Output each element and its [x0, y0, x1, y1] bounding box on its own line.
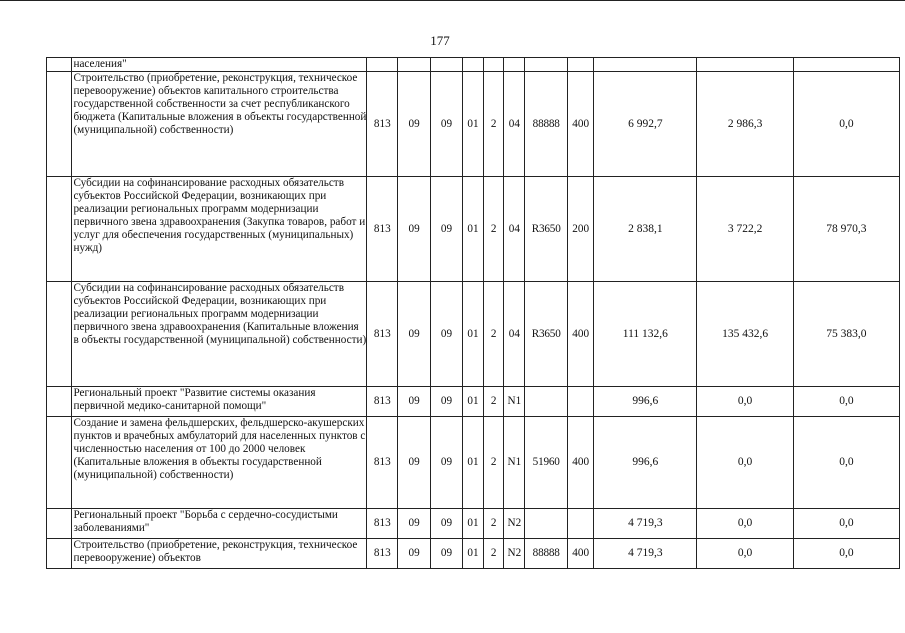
cell-ministry: 813 [367, 417, 398, 509]
empty-cell [47, 509, 72, 539]
cell-section: 09 [398, 177, 431, 282]
cell-direction: R3650 [525, 177, 567, 282]
cell-expense-type: 400 [567, 539, 594, 569]
cell-section: 09 [398, 417, 431, 509]
table-row [47, 417, 900, 509]
cell-expense-type: 400 [567, 282, 594, 387]
cell-subsection: 09 [431, 282, 463, 387]
item-name: населения" [72, 58, 367, 72]
cell-amount-2 [697, 58, 794, 72]
item-name: Строительство (приобретение, реконструкция, техническое перевооружение) объектов [72, 539, 367, 569]
cell-section [398, 58, 431, 72]
table-row [47, 387, 900, 417]
empty-cell [47, 417, 72, 509]
cell-section: 09 [398, 387, 431, 417]
table-row [47, 58, 900, 72]
cell-direction: 51960 [525, 417, 567, 509]
cell-expense-type [567, 58, 594, 72]
cell-subsection: 09 [431, 539, 463, 569]
cell-subsection: 09 [431, 509, 463, 539]
empty-cell [47, 282, 72, 387]
cell-amount-1: 111 132,6 [594, 282, 697, 387]
cell-amount-1: 6 992,7 [594, 72, 697, 177]
empty-cell [47, 177, 72, 282]
empty-cell [47, 72, 72, 177]
cell-activity: 04 [504, 177, 525, 282]
cell-activity [504, 58, 525, 72]
cell-activity: N2 [504, 509, 525, 539]
cell-subprogram: 2 [484, 417, 504, 509]
cell-subprogram: 2 [484, 177, 504, 282]
cell-amount-2: 0,0 [697, 509, 794, 539]
cell-expense-type [567, 509, 594, 539]
cell-amount-1: 996,6 [594, 417, 697, 509]
item-name: Региональный проект "Борьба с сердечно-сосудистыми заболеваниями" [72, 509, 367, 539]
cell-program: 01 [462, 539, 483, 569]
cell-amount-2: 0,0 [697, 387, 794, 417]
cell-amount-1 [594, 58, 697, 72]
cell-subsection: 09 [431, 177, 463, 282]
table-row [47, 72, 900, 177]
cell-subsection: 09 [431, 72, 463, 177]
cell-amount-1: 2 838,1 [594, 177, 697, 282]
cell-expense-type [567, 387, 594, 417]
cell-subprogram: 2 [484, 509, 504, 539]
cell-program: 01 [462, 282, 483, 387]
empty-cell [47, 539, 72, 569]
item-name: Субсидии на софинансирование расходных обязательств субъектов Российской Федерации, возникающих при реализации региональных программ модернизации первичного звена здравоохранения (Капитальные вложения в объекты государственной (муниципальной) собственности) [72, 282, 367, 387]
cell-activity: N2 [504, 539, 525, 569]
item-name: Строительство (приобретение, реконструкция, техническое перевооружение) объектов капитального строительства государственной собственности за счет республиканского бюджета (Капитальные вложения в объекты государственной (муниципальной) собственности) [72, 72, 367, 177]
cell-program: 01 [462, 509, 483, 539]
budget-table [46, 57, 900, 569]
cell-amount-2: 3 722,2 [697, 177, 794, 282]
cell-subprogram: 2 [484, 387, 504, 417]
cell-amount-3: 0,0 [793, 72, 899, 177]
empty-cell [47, 58, 72, 72]
cell-ministry: 813 [367, 72, 398, 177]
cell-expense-type: 200 [567, 177, 594, 282]
cell-amount-1: 4 719,3 [594, 509, 697, 539]
cell-subprogram: 2 [484, 539, 504, 569]
cell-program: 01 [462, 72, 483, 177]
cell-ministry [367, 58, 398, 72]
cell-ministry: 813 [367, 282, 398, 387]
cell-direction: 88888 [525, 72, 567, 177]
cell-amount-3: 0,0 [793, 387, 899, 417]
cell-subsection [431, 58, 463, 72]
cell-activity: N1 [504, 387, 525, 417]
table-row [47, 282, 900, 387]
item-name: Субсидии на софинансирование расходных обязательств субъектов Российской Федерации, возникающих при реализации региональных программ модернизации первичного звена здравоохранения (Закупка товаров, работ и услуг для обеспечения государственных (муниципальных) нужд) [72, 177, 367, 282]
cell-activity: 04 [504, 72, 525, 177]
cell-ministry: 813 [367, 509, 398, 539]
cell-ministry: 813 [367, 177, 398, 282]
cell-direction: R3650 [525, 282, 567, 387]
item-name: Региональный проект "Развитие системы оказания первичной медико-санитарной помощи" [72, 387, 367, 417]
cell-program [462, 58, 483, 72]
cell-direction [525, 509, 567, 539]
page-number: 177 [430, 33, 450, 48]
cell-subprogram [484, 58, 504, 72]
empty-cell [47, 387, 72, 417]
cell-amount-3: 78 970,3 [793, 177, 899, 282]
cell-activity: 04 [504, 282, 525, 387]
cell-amount-3 [793, 58, 899, 72]
cell-amount-1: 996,6 [594, 387, 697, 417]
cell-amount-2: 0,0 [697, 417, 794, 509]
cell-amount-3: 75 383,0 [793, 282, 899, 387]
cell-program: 01 [462, 417, 483, 509]
cell-expense-type: 400 [567, 72, 594, 177]
item-name: Создание и замена фельдшерских, фельдшерско-акушерских пунктов и врачебных амбулаторий для населенных пунктов с численностью населения от 100 до 2000 человек (Капитальные вложения в объекты государственной (муниципальной) собственности) [72, 417, 367, 509]
cell-subprogram: 2 [484, 72, 504, 177]
cell-amount-1: 4 719,3 [594, 539, 697, 569]
cell-direction [525, 58, 567, 72]
cell-amount-3: 0,0 [793, 417, 899, 509]
cell-amount-3: 0,0 [793, 539, 899, 569]
cell-program: 01 [462, 177, 483, 282]
cell-direction: 88888 [525, 539, 567, 569]
cell-expense-type: 400 [567, 417, 594, 509]
cell-direction [525, 387, 567, 417]
table-row [47, 177, 900, 282]
cell-activity: N1 [504, 417, 525, 509]
cell-section: 09 [398, 282, 431, 387]
cell-subprogram: 2 [484, 282, 504, 387]
table-row [47, 539, 900, 569]
cell-subsection: 09 [431, 387, 463, 417]
cell-amount-3: 0,0 [793, 509, 899, 539]
cell-amount-2: 135 432,6 [697, 282, 794, 387]
cell-amount-2: 0,0 [697, 539, 794, 569]
cell-ministry: 813 [367, 387, 398, 417]
scan-edge-line [0, 0, 905, 1]
table-row [47, 509, 900, 539]
cell-subsection: 09 [431, 417, 463, 509]
cell-section: 09 [398, 72, 431, 177]
cell-ministry: 813 [367, 539, 398, 569]
cell-amount-2: 2 986,3 [697, 72, 794, 177]
cell-section: 09 [398, 509, 431, 539]
table-body [47, 58, 900, 569]
cell-section: 09 [398, 539, 431, 569]
cell-program: 01 [462, 387, 483, 417]
